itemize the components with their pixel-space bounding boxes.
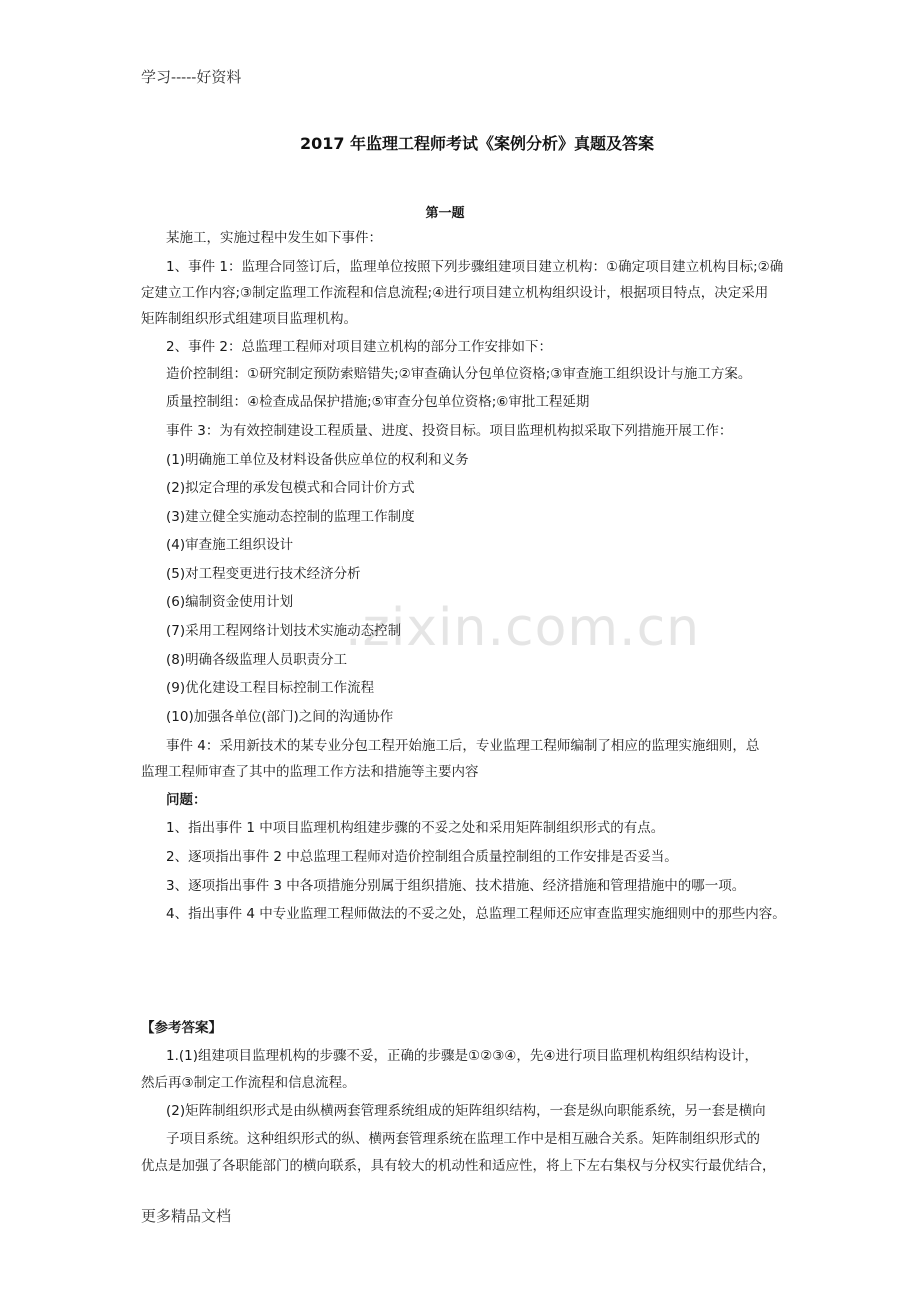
- question-item: 4、指出事件 4 中专业监理工程师做法的不妥之处，总监理工程师还应审查监理实施细则中的那些内容。: [166, 906, 786, 922]
- list-item: (9)优化建设工程目标控制工作流程: [166, 680, 375, 696]
- document-title: 2017 年监理工程师考试《案例分析》真题及答案: [299, 134, 655, 153]
- answer-line: 然后再③制定工作流程和信息流程。: [141, 1075, 356, 1091]
- paragraph-line: 矩阵制组织形式组建项目监理机构。: [141, 311, 357, 327]
- paragraph-line: 定建立工作内容;③制定监理工作流程和信息流程;④进行项目建立机构组织设计，根据项目特点，决定采用: [141, 285, 769, 301]
- list-item: (2)拟定合理的承发包模式和合同计价方式: [166, 480, 415, 496]
- list-item: (10)加强各单位(部门)之间的沟通协作: [166, 709, 394, 725]
- answer-line: 优点是加强了各职能部门的横向联系，具有较大的机动性和适应性，将上下左右集权与分权实行最优结合，: [141, 1158, 776, 1174]
- page-header: 学习-----好资料: [141, 68, 242, 86]
- list-item: (6)编制资金使用计划: [166, 594, 294, 610]
- question-item: 1、指出事件 1 中项目监理机构组建步骤的不妥之处和采用矩阵制组织形式的有点。: [166, 820, 665, 836]
- paragraph-line: 2、事件 2：总监理工程师对项目建立机构的部分工作安排如下：: [166, 339, 552, 355]
- page-footer: 更多精品文档: [141, 1207, 232, 1225]
- section-heading: 第一题: [425, 206, 465, 221]
- paragraph-line: 造价控制组：①研究制定预防索赔错失;②审查确认分包单位资格;③审查施工组织设计与施工方案。: [166, 366, 752, 382]
- question-item: 2、逐项指出事件 2 中总监理工程师对造价控制组合质量控制组的工作安排是否妥当。: [166, 849, 678, 865]
- paragraph-line: 监理工程师审查了其中的监理工作方法和措施等主要内容: [141, 764, 479, 780]
- list-item: (7)采用工程网络计划技术实施动态控制: [166, 623, 402, 639]
- paragraph-line: 事件 4：采用新技术的某专业分包工程开始施工后，专业监理工程师编制了相应的监理实施细则，总: [166, 738, 760, 754]
- paragraph-line: 事件 3：为有效控制建设工程质量、进度、投资目标。项目监理机构拟采取下列措施开展工作：: [166, 423, 733, 439]
- answer-line: 1.(1)组建项目监理机构的步骤不妥，正确的步骤是①②③④，先④进行项目监理机构组织结构设计，: [166, 1048, 759, 1064]
- list-item: (5)对工程变更进行技术经济分析: [166, 566, 361, 582]
- answer-line: 子项目系统。这种组织形式的纵、横两套管理系统在监理工作中是相互融合关系。矩阵制组织形式的: [166, 1131, 760, 1147]
- paragraph-line: 质量控制组：④检查成品保护措施;⑤审查分包单位资格;⑥审批工程延期: [166, 394, 590, 410]
- list-item: (1)明确施工单位及材料设备供应单位的权利和义务: [166, 452, 469, 468]
- list-item: (8)明确各级监理人员职责分工: [166, 652, 348, 668]
- watermark: .zixin.com.cn: [345, 598, 701, 658]
- list-item: (3)建立健全实施动态控制的监理工作制度: [166, 509, 415, 525]
- questions-heading: 问题：: [166, 792, 207, 808]
- paragraph-line: 某施工，实施过程中发生如下事件：: [166, 230, 382, 246]
- list-item: (4)审查施工组织设计: [166, 537, 294, 553]
- answer-line: (2)矩阵制组织形式是由纵横两套管理系统组成的矩阵组织结构，一套是纵向职能系统，另一套是横向: [166, 1103, 766, 1119]
- paragraph-line: 1、事件 1：监理合同签订后，监理单位按照下列步骤组建项目建立机构：①确定项目建立机构目标;②确: [166, 259, 784, 275]
- answer-heading: 【参考答案】: [141, 1020, 222, 1036]
- question-item: 3、逐项指出事件 3 中各项措施分别属于组织措施、技术措施、经济措施和管理措施中的哪一项。: [166, 878, 746, 894]
